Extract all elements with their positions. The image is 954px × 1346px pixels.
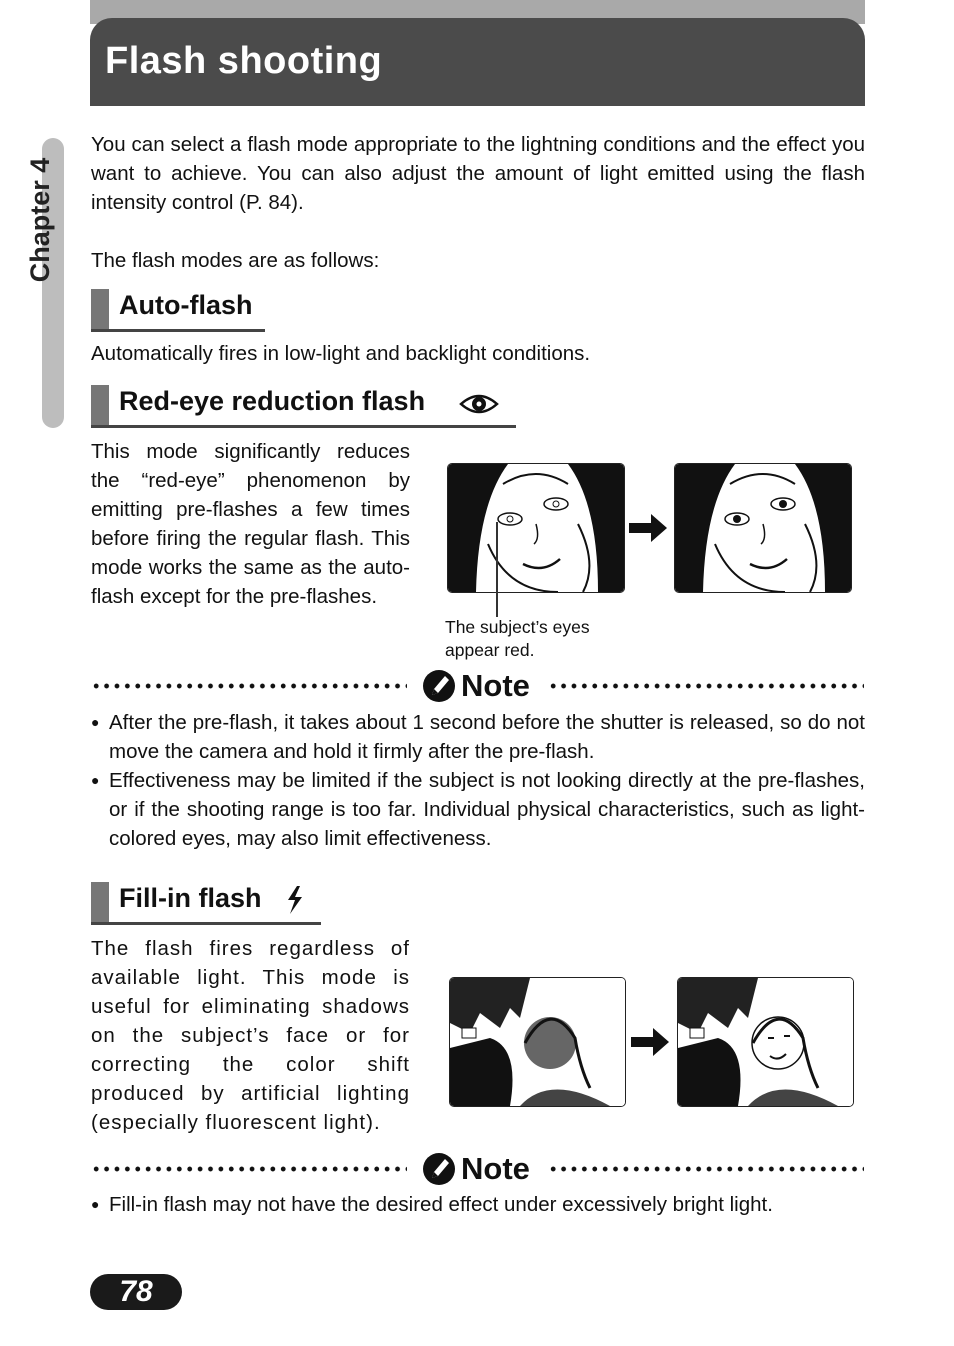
auto-flash-heading (91, 289, 265, 332)
red-eye-before-photo (447, 463, 625, 593)
eye-icon (459, 390, 499, 418)
lightning-icon (285, 885, 305, 915)
caption-line: appear red. (445, 640, 535, 660)
note-divider-right (548, 682, 864, 690)
note-list (91, 708, 865, 853)
note-item: ● Fill-in flash may not have the desired effect under excessively bright light. (91, 1190, 865, 1219)
fill-in-heading-text: Fill-in flash (119, 883, 262, 913)
caption-leader-line (496, 522, 498, 617)
note-list (91, 1190, 865, 1219)
fill-in-before-photo (449, 977, 626, 1107)
chapter-label: Chapter 4 (25, 157, 55, 283)
note-divider-left (91, 682, 407, 690)
intro-paragraph: You can select a flash mode appropriate to the lightning conditions and the effect you want to achieve. You can also adjust the amount of light emitted using the flash intensity control (P. 84). (91, 133, 865, 214)
red-eye-after-photo (674, 463, 852, 593)
heading-marker (91, 882, 109, 922)
note-item: ● Effectiveness may be limited if the subject is not looking directly at the pre-flashes, or if the shooting range is too far. Individual physical characteristics, such as light-colored eyes, may also limit effectiveness. (91, 766, 865, 853)
portrait-illustration (450, 978, 625, 1106)
fill-in-description: The flash fires regardless of available light. This mode is useful for eliminating shadows on the subject’s face or for correcting the color shift produced by artificial lighting (especially fluorescent light). (91, 937, 410, 1134)
note-label: Note (461, 1151, 530, 1186)
note-label: Note (461, 668, 530, 703)
modes-intro-line: The flash modes are as follows: (91, 249, 380, 272)
arrow-right-icon (629, 1026, 671, 1058)
heading-marker (91, 385, 109, 425)
face-illustration (675, 464, 851, 592)
note-pencil-icon (422, 669, 456, 703)
page-title: Flash shooting (105, 40, 383, 82)
page-number: 78 (90, 1274, 182, 1310)
note-divider-right (548, 1165, 864, 1173)
note-pencil-icon (422, 1152, 456, 1186)
red-eye-heading-text: Red-eye reduction flash (119, 386, 426, 416)
auto-flash-heading-text: Auto-flash (119, 290, 253, 320)
fill-in-heading (91, 882, 321, 925)
red-eye-heading (91, 385, 516, 428)
red-eye-caption (445, 616, 665, 662)
caption-line: The subject’s eyes (445, 617, 590, 637)
heading-marker (91, 289, 109, 329)
red-eye-description: This mode significantly reduces the “red-eye” phenomenon by emitting pre-flashes a few times before firing the regular flash. This mode works the same as the auto-flash except for the pre-flashes. (91, 440, 410, 608)
note-item: ● After the pre-flash, it takes about 1 second before the shutter is released, so do not move the camera and hold it firmly after the pre-flash. (91, 708, 865, 766)
note-divider-left (91, 1165, 407, 1173)
portrait-illustration (678, 978, 853, 1106)
fill-in-after-photo (677, 977, 854, 1107)
face-illustration (448, 464, 624, 592)
arrow-right-icon (627, 512, 669, 544)
auto-flash-description: Automatically fires in low-light and backlight conditions. (91, 342, 591, 365)
